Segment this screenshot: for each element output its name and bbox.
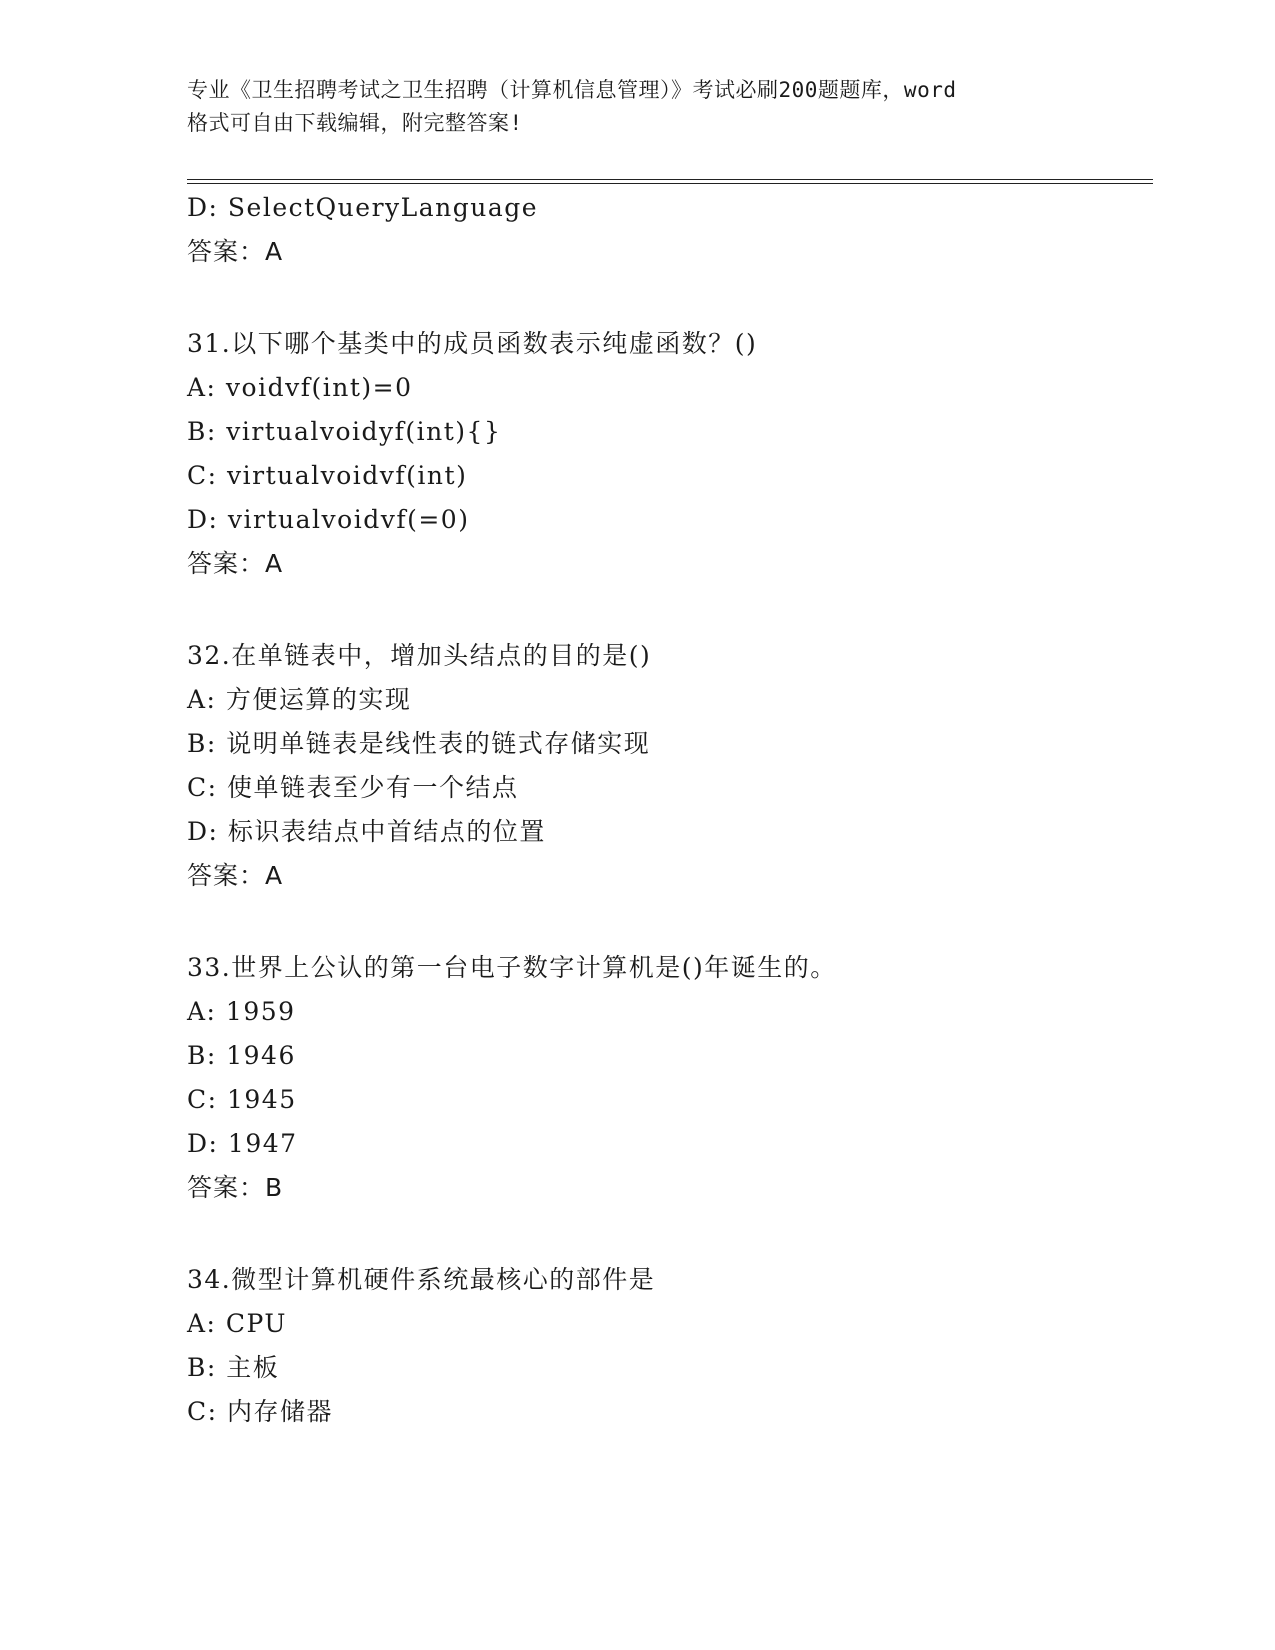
question-32-option-b: B: 说明单链表是线性表的链式存储实现 <box>187 729 651 758</box>
header-divider-bottom <box>187 183 1153 184</box>
question-31-option-c: C: virtualvoidvf(int) <box>187 461 468 490</box>
question-34-option-a: A: CPU <box>187 1309 288 1338</box>
question-33-answer: 答案：B <box>187 1173 284 1202</box>
question-31-option-b: B: virtualvoidyf(int){} <box>187 417 502 446</box>
header-line-1: 专业《卫生招聘考试之卫生招聘（计算机信息管理）》考试必刷200题题库，word <box>187 78 957 102</box>
question-32-option-d: D: 标识表结点中首结点的位置 <box>187 817 546 846</box>
question-34-option-b: B: 主板 <box>187 1353 280 1382</box>
question-33-option-a: A: 1959 <box>187 997 296 1026</box>
question-31-option-a: A: voidvf(int)=0 <box>187 373 413 402</box>
question-31-option-d: D: virtualvoidvf(=0) <box>187 505 470 534</box>
header-divider-top <box>187 179 1153 180</box>
question-31-answer: 答案：A <box>187 549 284 578</box>
question-32-option-a: A: 方便运算的实现 <box>187 685 412 714</box>
question-33-stem: 33.世界上公认的第一台电子数字计算机是()年诞生的。 <box>187 953 837 982</box>
prev-answer: 答案：A <box>187 237 284 266</box>
question-34-stem: 34.微型计算机硬件系统最核心的部件是 <box>187 1265 656 1294</box>
header-line-2: 格式可自由下载编辑，附完整答案! <box>187 111 523 135</box>
question-33-option-b: B: 1946 <box>187 1041 296 1070</box>
document-header <box>187 74 1087 140</box>
question-32-option-c: C: 使单链表至少有一个结点 <box>187 773 519 802</box>
question-32-stem: 32.在单链表中，增加头结点的目的是() <box>187 641 652 670</box>
question-33-option-d: D: 1947 <box>187 1129 298 1158</box>
prev-option-d: D: SelectQueryLanguage <box>187 193 539 222</box>
question-32-answer: 答案：A <box>187 861 284 890</box>
question-33-option-c: C: 1945 <box>187 1085 297 1114</box>
question-31-stem: 31.以下哪个基类中的成员函数表示纯虚函数？() <box>187 329 758 358</box>
question-34-option-c: C: 内存储器 <box>187 1397 333 1426</box>
